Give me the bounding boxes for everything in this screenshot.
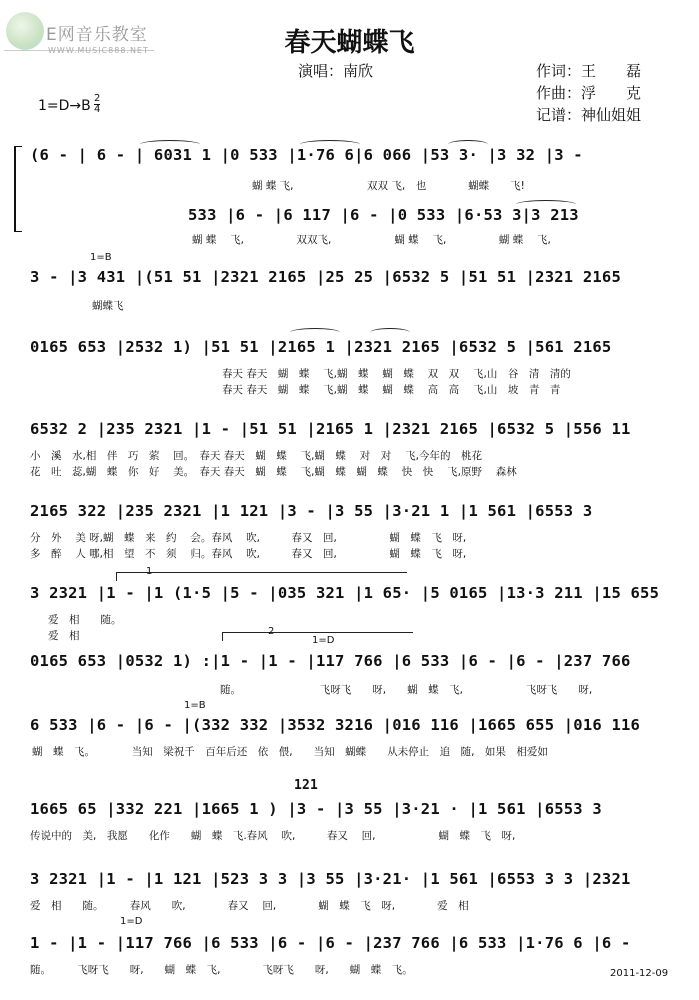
key-change-b: 1=B	[90, 252, 112, 263]
composer-credit: 作曲：浮 克	[536, 84, 642, 102]
lyrics-line-3: 蝴蝶飞	[92, 300, 124, 312]
second-ending-number: 2	[268, 626, 275, 637]
key-change-d: 1=D	[312, 635, 335, 646]
first-ending-number: 1	[146, 566, 153, 577]
lyrics-line-2: 蝴 蝶 飞, 双双飞, 蝴 蝶 飞, 蝴 蝶 飞,	[192, 234, 551, 246]
lyricist-credit: 作词：王 磊	[536, 62, 642, 80]
lyrics-line-1: 蝴 蝶 飞, 双双 飞, 也 蝴蝶 飞!	[252, 180, 525, 192]
notation-line-12: 1 - |1 - |117 766 |6 533 |6 - |6 - |237 766 |6 533 |1·76 6 |6 -	[30, 934, 631, 952]
time-signature-top: 2	[94, 93, 101, 104]
lyrics-line-11: 爱 相 随。 春风 吹, 春又 回, 蝴 蝶 飞 呀, 爱 相	[30, 900, 469, 912]
song-title: 春天蝴蝶飞	[284, 28, 415, 58]
lyrics-line-10: 传说中的 美, 我愿 化作 蝴 蝶 飞.春风 吹, 春又 回, 蝴 蝶 飞 呀,	[30, 830, 516, 842]
lyrics-line-12: 随。 飞呀飞 呀, 蝴 蝶 飞, 飞呀飞 呀, 蝴 蝶 飞。	[30, 964, 413, 976]
notation-line-11: 3 2321 |1 - |1 121 |523 3 3 |3 55 |3·21· |1 561 |6553 3 3 |2321	[30, 870, 631, 888]
logo-url: WWW.MUSIC888.NET	[48, 46, 149, 55]
notation-line-4: 0165 653 |2532 1) |51 51 |2165 1 |2321 2165 |6532 5 |561 2165	[30, 338, 612, 356]
lyrics-line-7b: 爱 相	[48, 630, 80, 642]
time-signature-bottom: 4	[94, 104, 101, 115]
notation-line-10: 1665 65 |332 221 |1665 1 ) |3 - |3 55 |3·21 · |1 561 |6553 3	[30, 800, 602, 818]
notation-line-2: 533 |6 - |6 117 |6 - |0 533 |6·53 3|3 213	[188, 206, 579, 224]
key-change-d-2: 1=D	[120, 916, 143, 927]
transcription-date: 2011-12-09	[610, 968, 669, 979]
system-brace	[14, 146, 22, 232]
notation-line-7: 3 2321 |1 - |1 (1·5 |5 - |035 321 |1 65· |5 0165 |13·3 211 |15 655	[30, 584, 660, 602]
key-signature: 1=D→B	[38, 98, 91, 114]
lyrics-line-5b: 花 吐 蕊,蝴 蝶 你 好 美。 春天 春天 蝴 蝶 飞,蝴 蝶 蝴 蝶 快 快 飞,原野 森林	[30, 466, 517, 478]
lyrics-line-6a: 分 外 美 呀,蝴 蝶 来 约 会。春风 吹, 春又 回, 蝴 蝶 飞 呀,	[30, 532, 467, 544]
time-signature	[94, 94, 100, 115]
lyrics-line-8: 随。 飞呀飞 呀, 蝴 蝶 飞, 飞呀飞 呀,	[220, 684, 593, 696]
lyrics-line-7a: 爱 相 随。	[48, 614, 122, 626]
slur	[290, 328, 340, 337]
second-ending-bracket	[222, 632, 413, 641]
lyrics-line-5a: 小 溪 水,相 伴 巧 萦 回。 春天 春天 蝴 蝶 飞,蝴 蝶 对 对 飞,今年的 桃花	[30, 450, 482, 462]
first-ending-bracket	[116, 572, 407, 581]
notation-line-3: 3 - |3 431 |(51 51 |2321 2165 |25 25 |6532 5 |51 51 |2321 2165	[30, 268, 621, 286]
slur	[370, 328, 410, 337]
lyrics-line-4b: 春天 春天 蝴 蝶 飞,蝴 蝶 蝴 蝶 高 高 飞,山 坡 青 青	[222, 384, 561, 396]
lyrics-line-4a: 春天 春天 蝴 蝶 飞,蝴 蝶 蝴 蝶 双 双 飞,山 谷 清 清的	[222, 368, 571, 380]
logo-name: E网音乐教室	[46, 25, 148, 45]
transcriber-credit: 记谱：神仙姐姐	[536, 106, 642, 124]
singer-credit: 演唱：南欣	[298, 62, 374, 80]
ornament-notes: 121	[294, 778, 319, 793]
notation-line-8: 0165 653 |0532 1) :|1 - |1 - |117 766 |6 533 |6 - |6 - |237 766	[30, 652, 631, 670]
notation-line-1: (6 - | 6 - | 6031 1 |0 533 |1·76 6|6 066 |53 3· |3 32 |3 -	[30, 146, 583, 164]
lyrics-line-9: 蝴 蝶 飞。 当知 梁祝千 百年后还 依 偎, 当知 蝴蝶 从未停止 追 随, 如果 相爱如	[32, 746, 548, 758]
notation-line-5: 6532 2 |235 2321 |1 - |51 51 |2165 1 |2321 2165 |6532 5 |556 11	[30, 420, 631, 438]
notation-line-9: 6 533 |6 - |6 - |(332 332 |3532 3216 |016 116 |1665 655 |016 116	[30, 716, 641, 734]
lyrics-line-6b: 多 醉 人 哪,相 望 不 须 归。春风 吹, 春又 回, 蝴 蝶 飞 呀,	[30, 548, 467, 560]
key-change-b-2: 1=B	[184, 700, 206, 711]
notation-line-6: 2165 322 |235 2321 |1 121 |3 - |3 55 |3·21 1 |1 561 |6553 3	[30, 502, 593, 520]
